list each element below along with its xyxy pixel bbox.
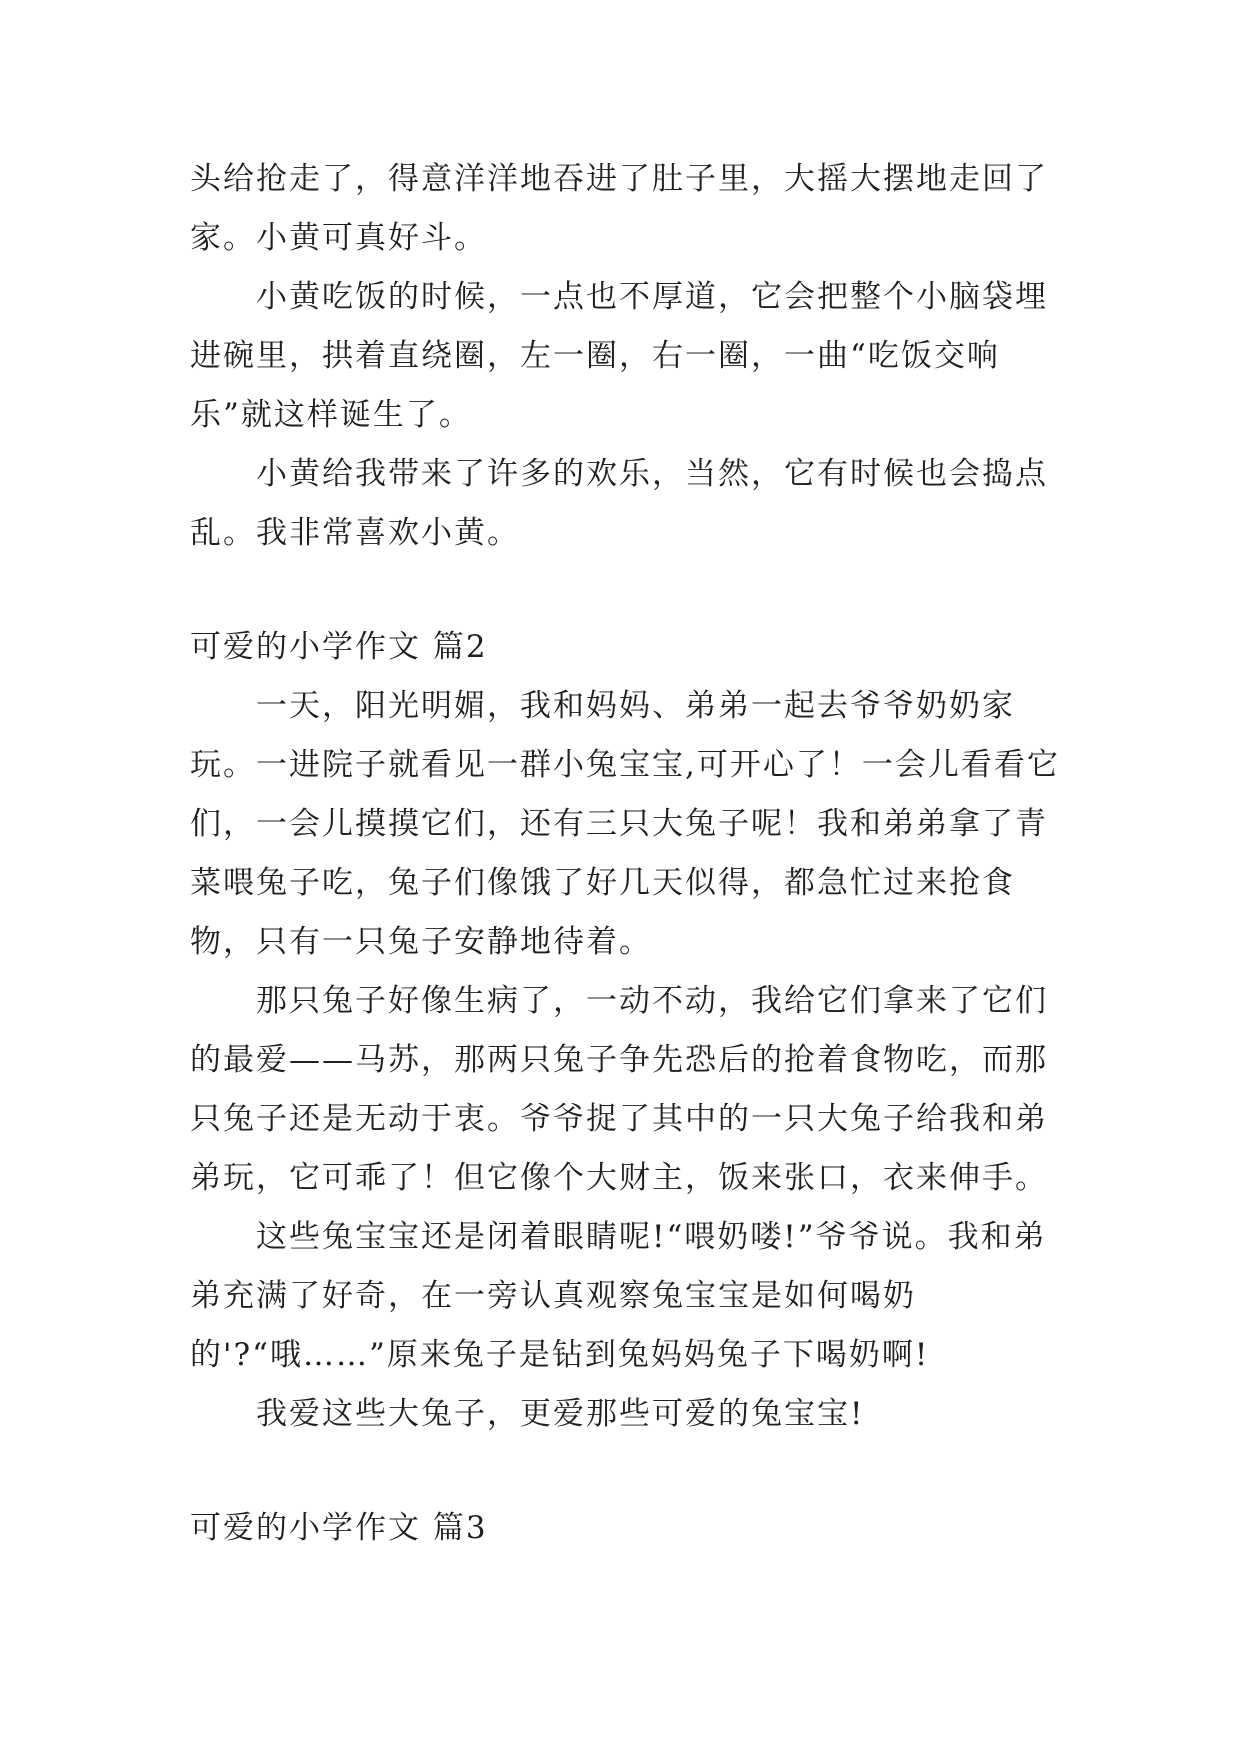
paragraph-continued: 头给抢走了，得意洋洋地吞进了肚子里，大摇大摆地走回了家。小黄可真好斗。	[190, 161, 1048, 256]
paragraph-eating: 小黄吃饭的时候，一点也不厚道，它会把整个小脑袋埋进碗里，拱着直绕圈，左一圈，右一圈，一曲“吃饭交响乐”就这样诞生了。	[190, 279, 1048, 433]
section-gap	[190, 563, 1070, 618]
section-heading-3: 可爱的小学作文 篇3	[190, 1510, 488, 1546]
paragraph-visit: 一天，阳光明媚，我和妈妈、弟弟一起去爷爷奶奶家玩。一进院子就看见一群小兔宝宝,可开心了！一会儿看看它们，一会儿摸摸它们，还有三只大兔子呢！我和弟弟拿了青菜喂兔子吃，兔子们像饿了好几天似得，都急忙过来抢食物，只有一只兔子安静地待着。	[190, 688, 1060, 960]
paragraph-conclusion: 小黄给我带来了许多的欢乐，当然，它有时候也会捣点乱。我非常喜欢小黄。	[190, 456, 1048, 551]
paragraph-love: 我爱这些大兔子，更爱那些可爱的兔宝宝!	[256, 1396, 865, 1432]
paragraph-sick-rabbit: 那只兔子好像生病了，一动不动，我给它们拿来了它们的最爱——马苏，那两只兔子争先恐后的抢着食物吃，而那只兔子还是无动于衷。爷爷捉了其中的一只大兔子给我和弟弟玩，它可乖了！但它像个大财主，饭来张口，衣来伸手。	[190, 983, 1048, 1196]
paragraph-feeding: 这些兔宝宝还是闭着眼睛呢!“喂奶喽!”爷爷说。我和弟弟充满了好奇，在一旁认真观察兔宝宝是如何喝奶的'?“哦……”原来兔子是钻到兔妈妈兔子下喝奶啊!	[190, 1219, 1047, 1373]
section-gap	[190, 1444, 1070, 1499]
document-page	[190, 150, 1070, 1558]
section-heading-2: 可爱的小学作文 篇2	[190, 629, 488, 665]
